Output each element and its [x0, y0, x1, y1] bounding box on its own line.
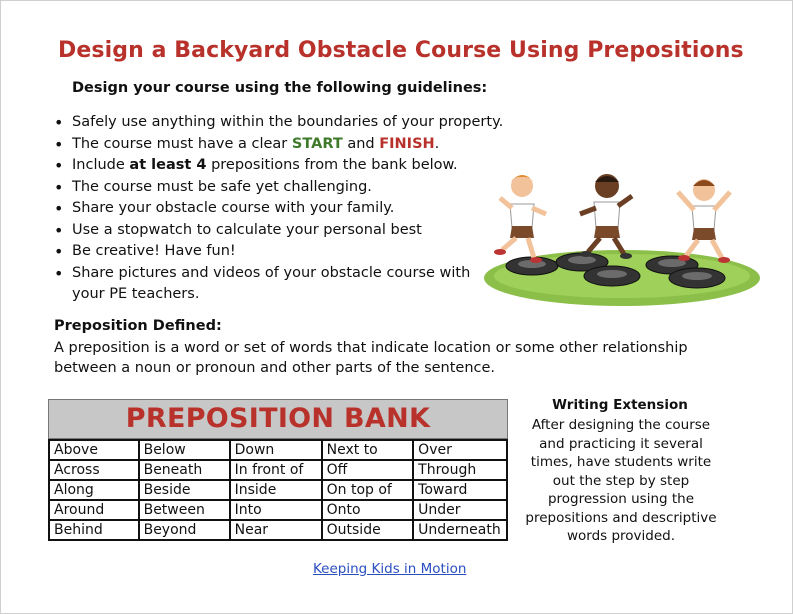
guideline-item: • Be creative! Have fun!	[54, 241, 524, 263]
preposition-cell: Under	[413, 500, 507, 520]
preposition-cell: Outside	[322, 520, 414, 540]
preposition-cell: Beyond	[139, 520, 230, 540]
preposition-cell: Above	[49, 440, 139, 460]
preposition-cell: Over	[413, 440, 507, 460]
preposition-cell: Beneath	[139, 460, 230, 480]
preposition-cell: Underneath	[413, 520, 507, 540]
extension-body: After designing the course and practicing it several times, have students write out the step by step progression using the prepositions and descriptive words provided.	[525, 417, 717, 544]
preposition-cell: Off	[322, 460, 414, 480]
kids-running-illustration	[472, 166, 762, 308]
guideline-item: • Share pictures and videos of your obstacle course with your PE teachers.	[54, 263, 492, 306]
table-row	[49, 440, 507, 460]
guidelines-subtitle: Design your course using the following guidelines:	[72, 80, 488, 96]
preposition-cell: In front of	[230, 460, 322, 480]
guideline-item: • Use a stopwatch to calculate your personal best	[54, 220, 524, 242]
preposition-bank	[48, 399, 508, 541]
page-title: Design a Backyard Obstacle Course Using Prepositions	[58, 38, 744, 63]
preposition-cell: Near	[230, 520, 322, 540]
preposition-cell: Through	[413, 460, 507, 480]
table-row	[49, 500, 507, 520]
preposition-cell: Onto	[322, 500, 414, 520]
definition-heading: Preposition Defined:	[54, 318, 222, 334]
guideline-item: • Include at least 4 prepositions from the bank below.	[54, 155, 524, 177]
preposition-cell: Behind	[49, 520, 139, 540]
preposition-cell: On top of	[322, 480, 414, 500]
start-word: START	[291, 135, 343, 152]
emphasis-text: at least 4	[129, 157, 207, 173]
preposition-cell: Into	[230, 500, 322, 520]
guideline-item: • The course must have a clear START and FINISH.	[54, 134, 524, 156]
preposition-cell: Around	[49, 500, 139, 520]
definition-body: A preposition is a word or set of words that indicate location or some other relationship between a noun or pronoun and other parts of the sentence.	[54, 340, 688, 376]
preposition-cell: Toward	[413, 480, 507, 500]
preposition-cell: Across	[49, 460, 139, 480]
bank-header: PREPOSITION BANK	[48, 399, 508, 439]
table-row	[49, 460, 507, 480]
preposition-cell: Below	[139, 440, 230, 460]
guideline-item: • Safely use anything within the boundaries of your property.	[54, 112, 524, 134]
preposition-cell: Next to	[322, 440, 414, 460]
extension-title: Writing Extension	[552, 397, 688, 413]
preposition-table	[48, 439, 508, 541]
preposition-cell: Beside	[139, 480, 230, 500]
table-row	[49, 480, 507, 500]
preposition-cell: Down	[230, 440, 322, 460]
finish-word: FINISH	[379, 135, 435, 152]
preposition-cell: Along	[49, 480, 139, 500]
guideline-item: • Share your obstacle course with your family.	[54, 198, 524, 220]
preposition-cell: Inside	[230, 480, 322, 500]
preposition-cell: Between	[139, 500, 230, 520]
guidelines-list	[54, 112, 524, 306]
table-row	[49, 520, 507, 540]
keeping-kids-in-motion-link[interactable]: Keeping Kids in Motion	[313, 561, 467, 577]
guideline-item: • The course must be safe yet challenging.	[54, 177, 524, 199]
